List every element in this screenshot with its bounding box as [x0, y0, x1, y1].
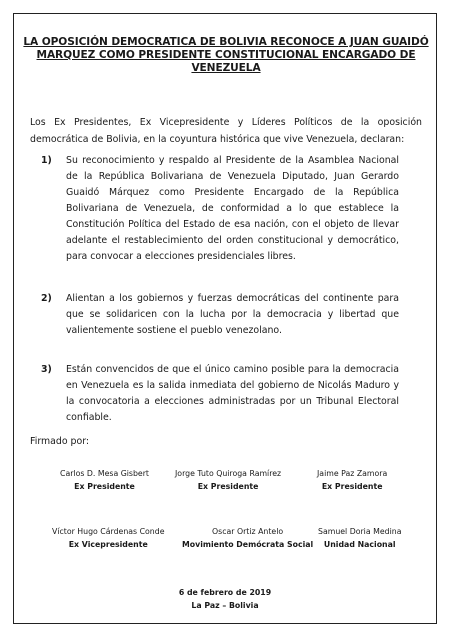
signatory-name: Samuel Doria Medina: [318, 527, 402, 536]
signatory-role: Movimiento Demócrata Social: [182, 540, 314, 549]
document-place: La Paz – Bolivia: [191, 601, 259, 610]
signatory-name: Carlos D. Mesa Gisbert: [60, 469, 149, 478]
signatory: [317, 467, 387, 493]
signatory-role: Ex Vicepresidente: [68, 540, 148, 549]
intro-paragraph: Los Ex Presidentes, Ex Vicepresidente y Líderes Políticos de la oposición democrática de Bolivia, en la coyuntura histórica que vive Venezuela, declaran:: [30, 117, 422, 145]
signatory-name: Oscar Ortiz Antelo: [212, 527, 284, 536]
item-number: 3): [41, 364, 52, 375]
signatory-role: Ex Presidente: [321, 482, 383, 491]
item-number: 1): [41, 155, 52, 166]
signatory-role: Unidad Nacional: [323, 540, 396, 549]
signatory: [52, 525, 165, 551]
signatory: [175, 467, 281, 493]
item-text: Alientan a los gobiernos y fuerzas democráticas del continente para que se solidaricen con la lucha por la democracia y libertad que valientemente sostiene el pueblo venezolano.: [66, 293, 399, 336]
signatory: [60, 467, 149, 493]
item-text: Están convencidos de que el único camino posible para la democracia en Venezuela es la salida inmediata del gobierno de Nicolás Maduro y la convocatoria a elecciones administradas por un Tribunal Electoral confiable.: [66, 364, 399, 423]
signatory: [318, 525, 401, 551]
document-date: 6 de febrero de 2019: [178, 588, 272, 597]
item-text: Su reconocimiento y respaldo al Presidente de la Asamblea Nacional de la República Bolivariana de Venezuela Diputado, Juan Gerardo Guaidó Márquez como Presidente Encargado de la República Bolivariana de Venezuela, de conformidad a lo que establece la Constitución Política del Estado de esa nación, con el objeto de llevar adelante el restablecimiento del orden constitucional y democrático, para convocar a elecciones presidenciales libres.: [66, 155, 399, 262]
document-title: [22, 36, 430, 75]
signatory-role: Ex Presidente: [74, 482, 135, 491]
signatory-name: Jaime Paz Zamora: [317, 469, 388, 478]
signed-by-label: Firmado por:: [30, 436, 90, 447]
title-line: LA OPOSICIÓN DEMOCRATICA DE BOLIVIA RECONOCE A JUAN GUAIDÓ: [23, 36, 429, 48]
signatory: [182, 525, 313, 551]
item-number: 2): [41, 293, 52, 304]
signatory-name: Jorge Tuto Quiroga Ramírez: [175, 469, 282, 478]
title-line: MARQUEZ COMO PRESIDENTE CONSTITUCIONAL ENCARGADO DE: [36, 49, 416, 61]
signatory-role: Ex Presidente: [197, 482, 259, 491]
signatory-name: Víctor Hugo Cárdenas Conde: [52, 527, 165, 536]
title-line: VENEZUELA: [191, 62, 261, 74]
